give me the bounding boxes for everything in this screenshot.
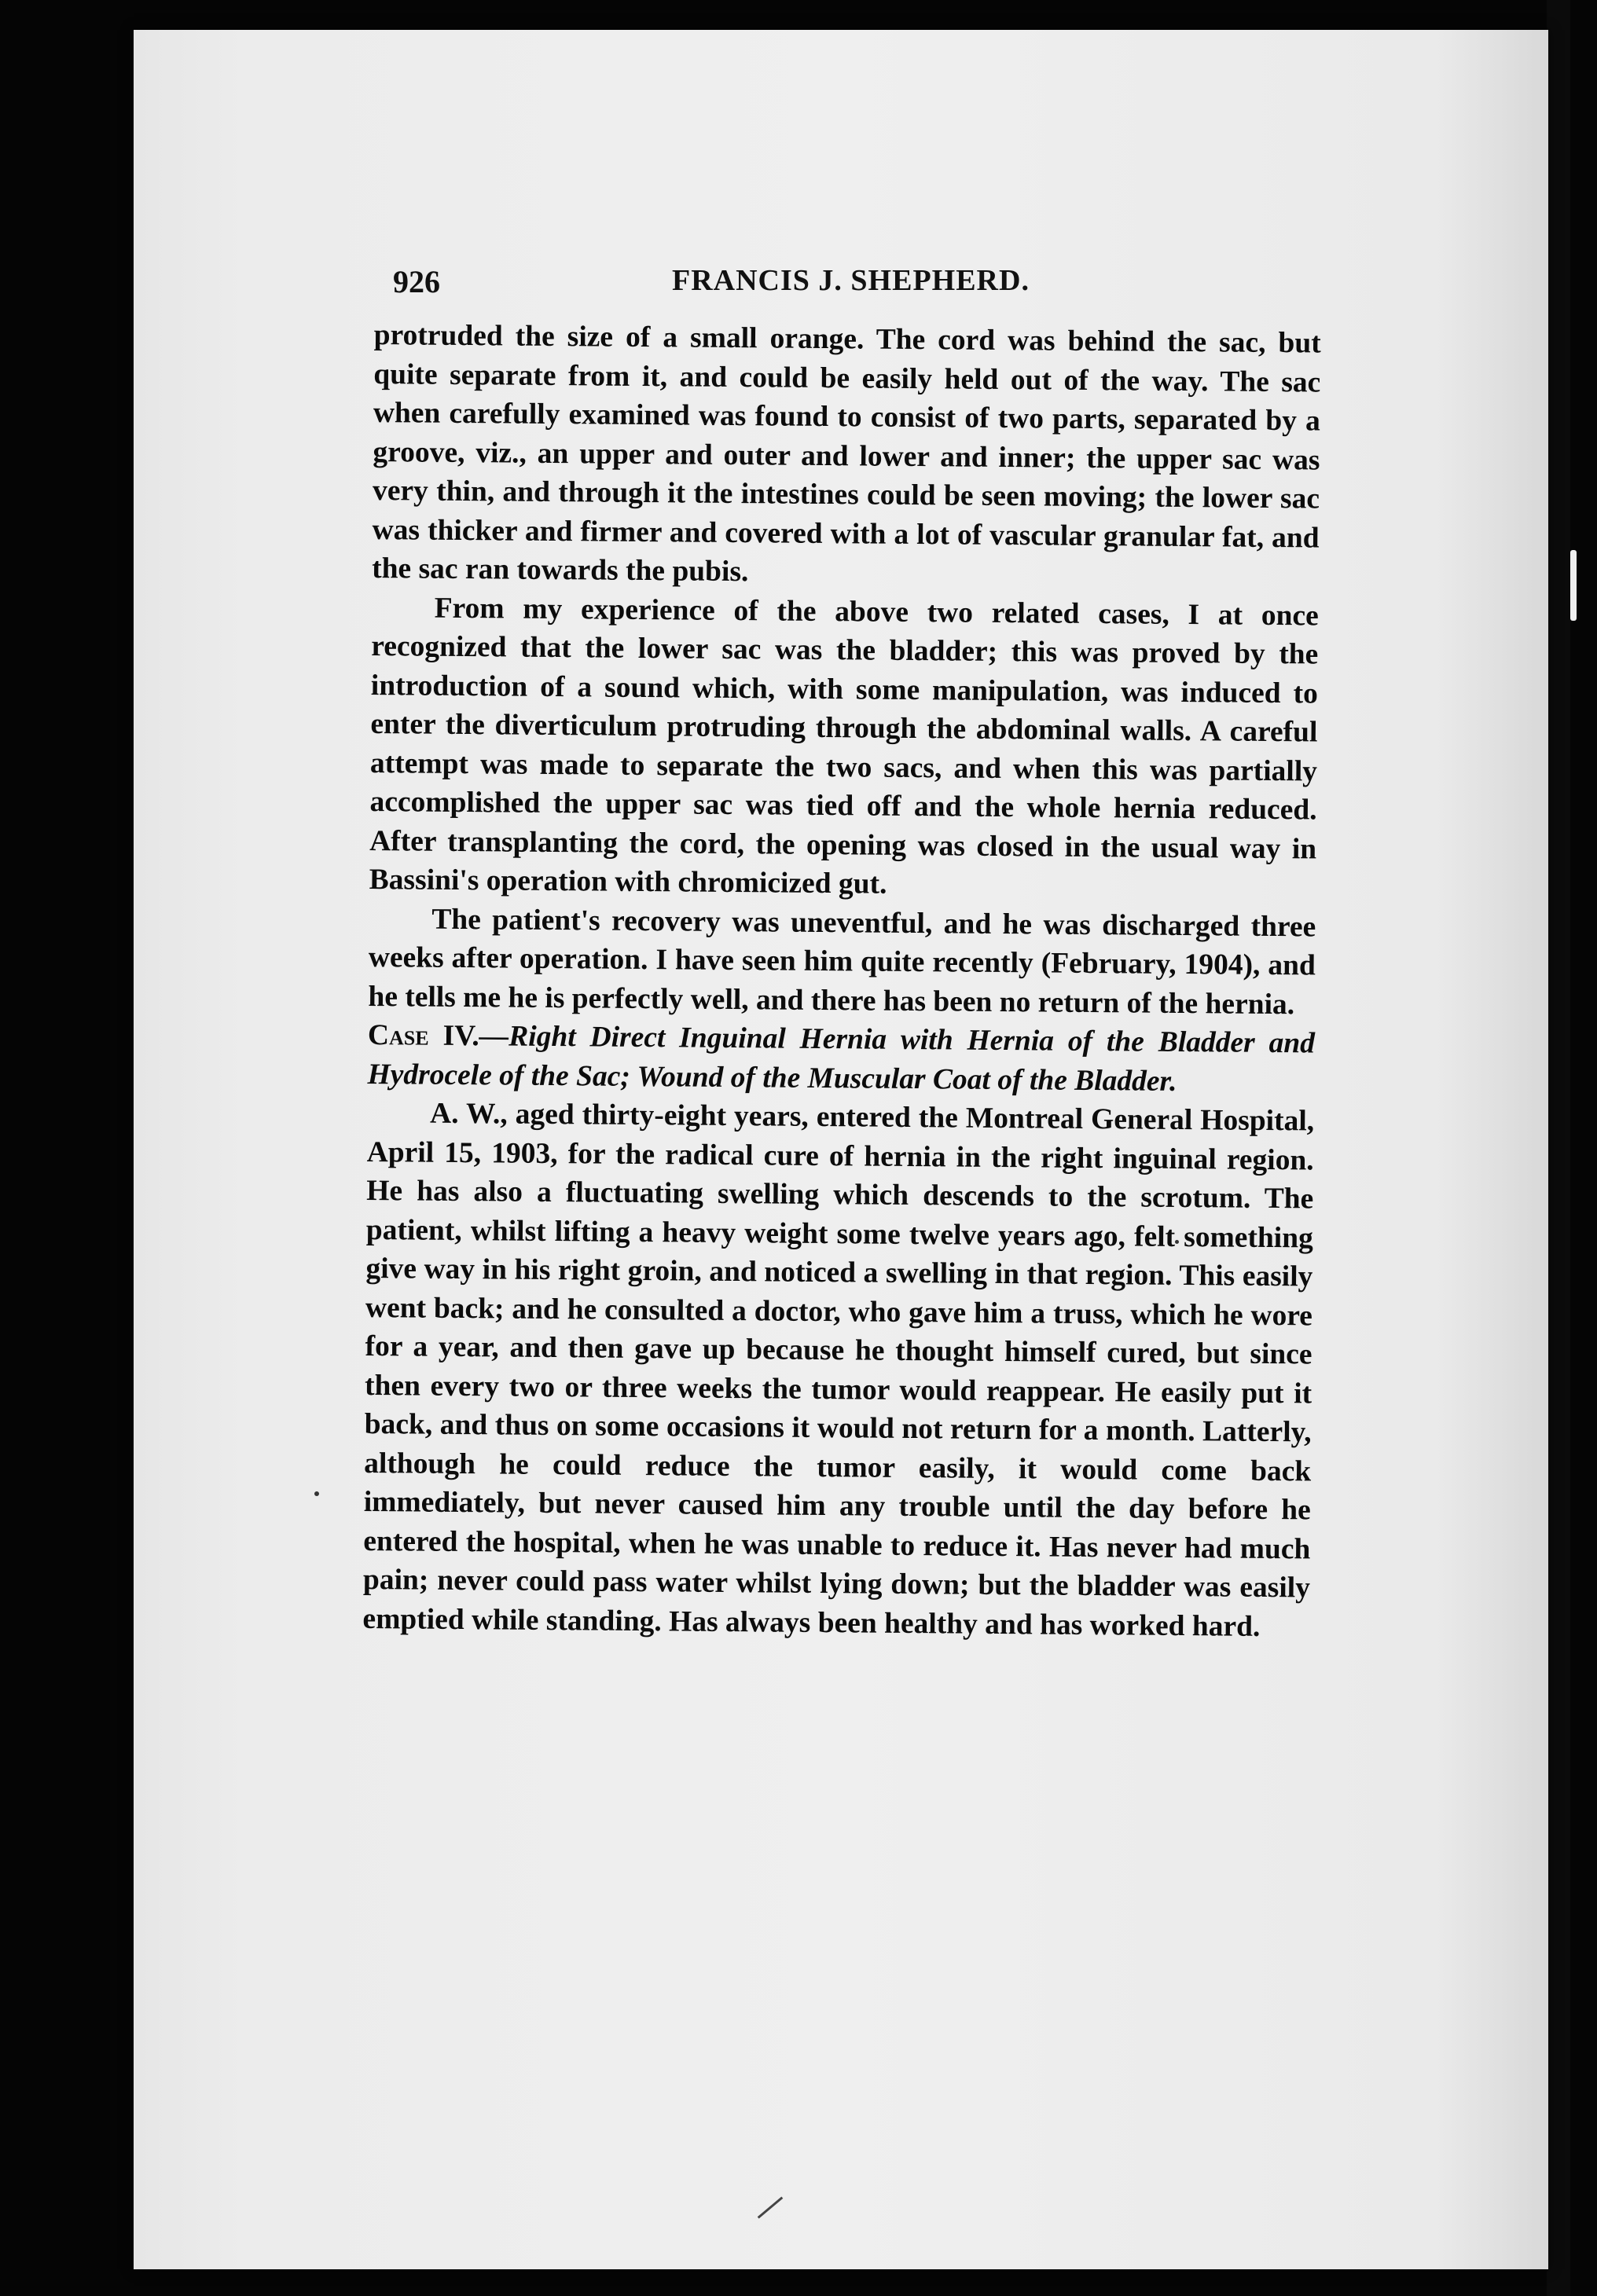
dust-speck	[314, 1491, 319, 1496]
paragraph: protruded the size of a small orange. The cord was behind the sac, but quite separate from it, and could be easily held out of the way. The sac when carefully examined was found to consist of two parts, separated by a groove, viz., an upper and outer and lower and inner; the upper sac was very thin, and through it the intestines could be seen moving; the lower sac was thicker and firmer and covered with a lot of vascular granular fat, and the sac ran towards the pubis.	[372, 318, 1321, 589]
case-title: —Right Direct Inguinal Hernia with Hernia of the Bladder and Hydrocele of the Sac; Wound of the Muscular Coat of the Bladder.	[367, 1020, 1316, 1098]
paragraph: From my experience of the above two related cases, I at once recognized that the lower sac was the bladder; this was proved by the introduction of a sound which, with some manipulation, was induced to enter the diverticulum protruding through the abdominal walls. A careful attempt was made to separate the two sacs, and when this was partially accomplished the upper sac was tied off and the whole hernia reduced. After transplanting the cord, the opening was closed in the usual way in Bassini's operation with chromicized gut.	[369, 592, 1319, 900]
case-label: Case IV.	[367, 1018, 479, 1053]
running-head	[393, 263, 1336, 310]
running-title: FRANCIS J. SHEPHERD.	[672, 264, 1030, 297]
scratch-mark	[758, 2196, 784, 2218]
edge-mark	[1570, 550, 1577, 621]
case-heading	[367, 1016, 1315, 1102]
page-gutter-shadow	[1547, 0, 1570, 2296]
page-number: 926	[393, 264, 440, 299]
paragraph: The patient's recovery was uneventful, and he was discharged three weeks after operation. I have seen him quite recently (February, 1904), and he tells me he is perfectly well, and there has been no return of the hernia.	[368, 903, 1316, 1021]
paragraph: A. W., aged thirty-eight years, entered the Montreal General Hospital, April 15, 1903, for the radical cure of hernia in the right inguinal region. He has also a fluctuating swelling which descends to the scrotum. The patient, whilst lifting a heavy weight some twelve years ago, felt something give way in his right groin, and noticed a swelling in that region. This easily went back; and he consulted a doctor, who gave him a truss, which he wore for a year, and then gave up because he thought himself cured, but since then every two or three weeks the tumor would reappear. He easily put it back, and thus on some occasions it would not return for a month. Latterly, although he could reduce the tumor easily, it would come back immediately, but never caused him any trouble until the day before he entered the hospital, when he was unable to reduce it. Has never had much pain; never could pass water whilst lying down; but the bladder was easily emptied while standing. Has always been healthy and has worked hard.	[362, 1097, 1315, 1643]
body-text	[362, 316, 1321, 1646]
